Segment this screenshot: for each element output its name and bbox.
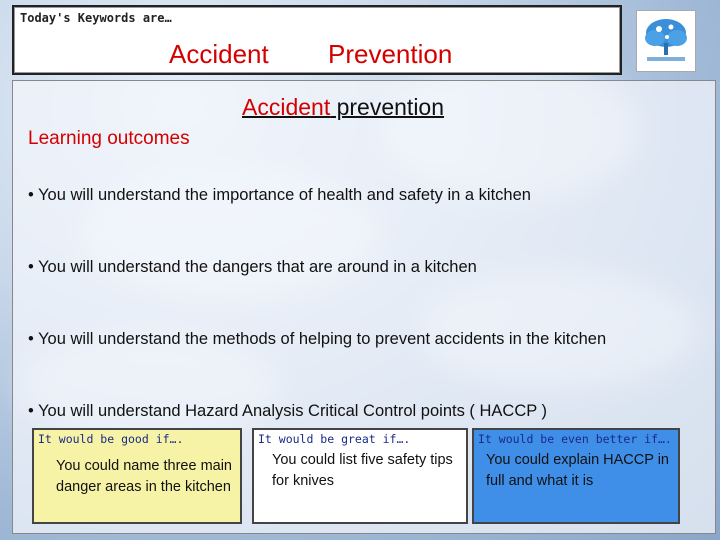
- outcome-item: • You will understand Hazard Analysis Critical Control points ( HACCP ): [28, 402, 548, 420]
- tier-even-better-box: [472, 428, 680, 524]
- tier-good-header: It would be good if….: [38, 432, 184, 446]
- outcome-item: • You will understand the methods of helping to prevent accidents in the kitchen: [28, 330, 607, 348]
- tier-good-box: [32, 428, 242, 524]
- title-accident: Accident: [242, 94, 331, 120]
- title-prevention: prevention: [330, 94, 445, 120]
- keyword-prevention: Prevention: [328, 39, 453, 69]
- keyword-accident: Accident: [169, 39, 269, 69]
- tier-great-text: You could list five safety tips for knives: [272, 452, 453, 489]
- tier-good-text: You could name three main danger areas in the kitchen: [56, 458, 232, 495]
- learning-outcomes-label: Learning outcomes: [28, 128, 190, 149]
- tier-great-header: It would be great if….: [258, 432, 411, 446]
- keywords-header: Today's Keywords are…: [20, 11, 172, 25]
- page-title: [242, 94, 444, 121]
- tier-great-box: [252, 428, 468, 524]
- tier-even-better-header: It would be even better if….: [478, 432, 672, 446]
- tier-even-better-text: You could explain HACCP in full and what it is: [486, 452, 669, 489]
- outcome-item: • You will understand the dangers that are around in a kitchen: [28, 258, 477, 276]
- outcome-item: • You will understand the importance of health and safety in a kitchen: [28, 186, 531, 204]
- tree-logo-icon: [636, 10, 696, 72]
- keywords-box: [12, 5, 622, 75]
